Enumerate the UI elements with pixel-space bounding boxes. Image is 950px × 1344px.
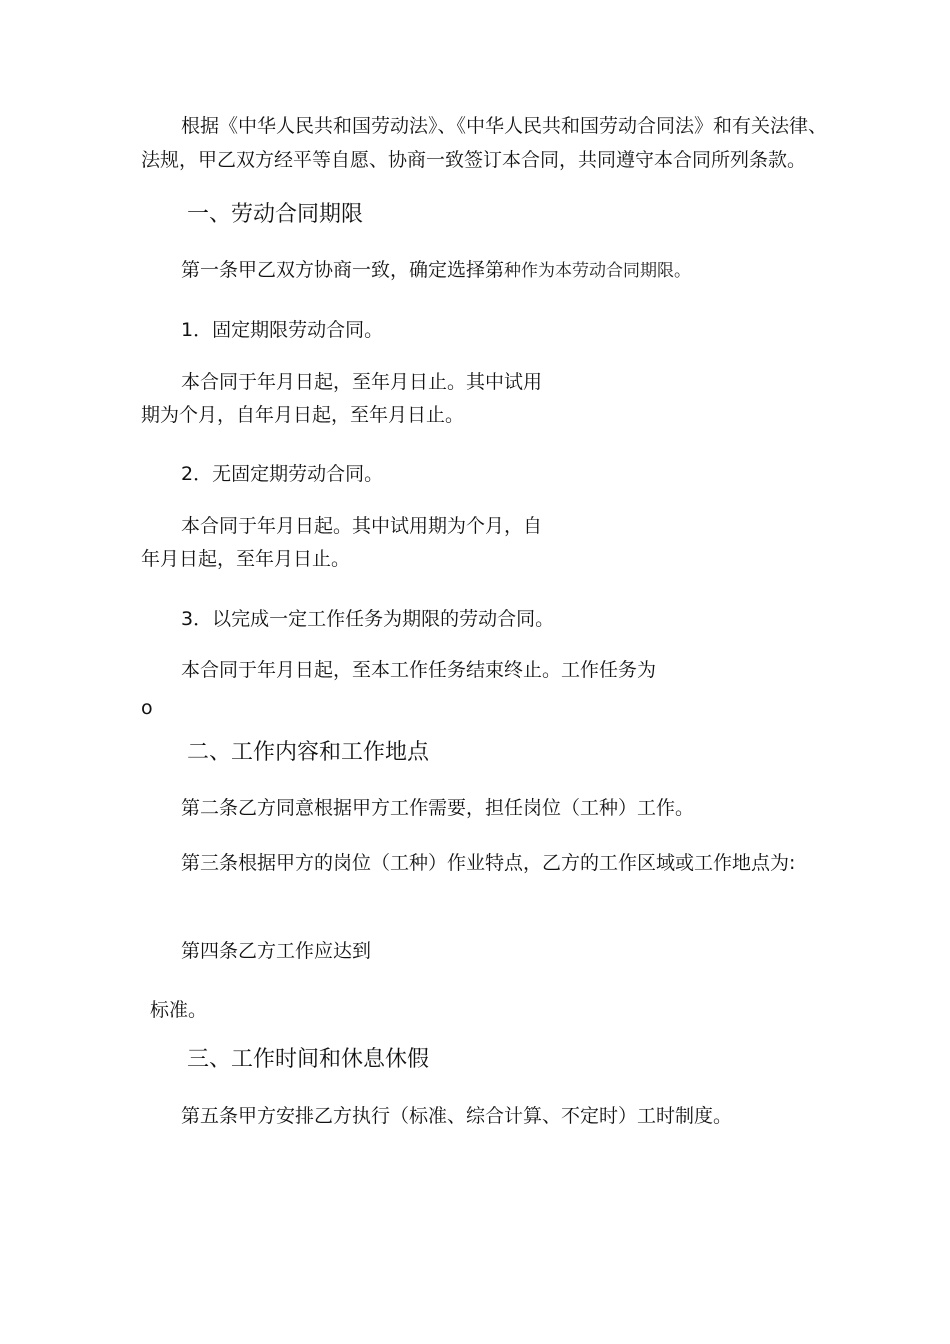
section-2-heading: 二、工作内容和工作地点 (187, 740, 430, 765)
article-5: 第五条甲方安排乙方执行（标准、综合计算、不定时）工时制度。 (181, 1105, 733, 1127)
item-3-line-1: 本合同于年月日起，至本工作任务结束终止。工作任务为 (181, 659, 657, 681)
section-3-heading: 三、工作时间和休息休假 (187, 1047, 430, 1072)
item-1-line-1: 本合同于年月日起，至年月日止。其中试用 (181, 371, 543, 393)
intro-line-2: 法规，甲乙双方经平等自愿、协商一致签订本合同，共同遵守本合同所列条款。 (141, 149, 807, 171)
item-1-title: 1．固定期限劳动合同。 (181, 319, 384, 341)
article-4-line-2: 标准。 (150, 999, 208, 1021)
item-1-line-2: 期为个月，自年月日起，至年月日止。 (141, 404, 465, 426)
section-1-heading: 一、劳动合同期限 (187, 202, 364, 227)
item-2-line-1: 本合同于年月日起。其中试用期为个月，自 (181, 515, 543, 537)
article-1 (181, 258, 691, 283)
article-3: 第三条根据甲方的岗位（工种）作业特点，乙方的工作区域或工作地点为: (181, 852, 796, 874)
item-3-title: 3．以完成一定工作任务为期限的劳动合同。 (181, 608, 555, 630)
item-2-title: 2．无固定期劳动合同。 (181, 463, 384, 485)
intro-line-1: 根据《中华人民共和国劳动法》、《中华人民共和国劳动合同法》和有关法律、 (181, 115, 828, 137)
article-4-line-1: 第四条乙方工作应达到 (181, 940, 372, 962)
item-2-line-2: 年月日起，至年月日止。 (141, 548, 351, 570)
article-1-text-a: 第一条甲乙双方协商一致，确定选择第 (181, 259, 505, 281)
article-2: 第二条乙方同意根据甲方工作需要，担任岗位（工种）工作。 (181, 797, 695, 819)
item-3-line-2: o (141, 697, 153, 719)
article-1-text-b: 种作为本劳动合同期限。 (504, 261, 692, 281)
